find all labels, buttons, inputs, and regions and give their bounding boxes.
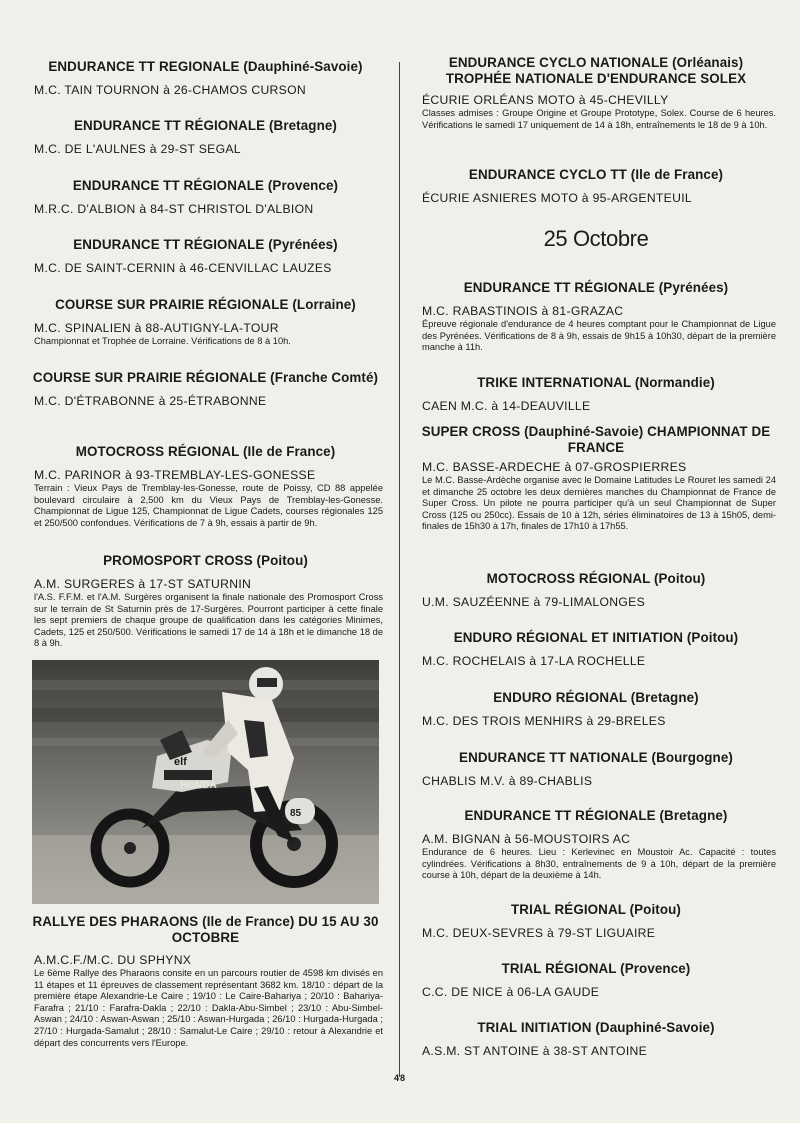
event-title: ENDURO RÉGIONAL ET INITIATION (Poitou): [453, 630, 739, 645]
bike-brand-text: HONDA: [180, 780, 217, 791]
event: [416, 280, 776, 354]
event: [28, 237, 383, 275]
event-title: ENDURANCE TT RÉGIONALE (Bretagne): [74, 118, 337, 133]
event: [416, 55, 776, 131]
event-title: COURSE SUR PRAIRIE RÉGIONALE (Lorraine): [55, 297, 356, 312]
event-title: ENDURANCE TT RÉGIONALE (Bretagne): [464, 808, 728, 823]
event-details: Le 6ème Rallye des Pharaons consite en un parcours routier de 4598 km divisés en 11 étapes et 11 épreuves de classement représentant 3682 km. 18/10 : départ de la première étape Alexandrie-Le Caire ; 19/10 : Le Caire-Bahariya ; 20/10 : Bahariya-Farafra ; 21/10 : Farafra-Dakla ; 22/10 : Dakla-Abu-Simbel ; 23/10 : Abu-Simbel-Aswan ; 24/10 : Aswan-Aswan ; 25/10 : Aswan-Hurgada ; 26/10 : Hurgada-Hurgada ; 27/10 : Hurgada-Samalut ; 28/10 : Samalut-Le Caire ; 29/10 : retour à Alexandrie et départ des concurrents vers l'Europe.: [34, 968, 383, 1048]
event-club: CAEN M.C. à 14-DEAUVILLE: [422, 399, 591, 413]
event-club: M.C. TAIN TOURNON à 26-CHAMOS CURSON: [34, 83, 306, 97]
event-club: M.C. DE SAINT-CERNIN à 46-CENVILLAC LAUZES: [34, 261, 332, 275]
event: [416, 375, 776, 413]
event: [416, 961, 776, 999]
event-title: SUPER CROSS (Dauphiné-Savoie) CHAMPIONNAT DE FRANCE: [421, 424, 771, 455]
event-title: TRIAL INITIATION (Dauphiné-Savoie): [477, 1020, 715, 1035]
event-club: M.C. BASSE-ARDECHE à 07-GROSPIERRES: [422, 460, 687, 474]
event-club: M.C. DES TROIS MENHIRS à 29-BRELES: [422, 714, 666, 728]
event-club: A.M.C.F./M.C. DU SPHYNX: [34, 953, 192, 967]
event-title: TRIKE INTERNATIONAL (Normandie): [477, 375, 715, 390]
page-number: 48: [393, 1073, 406, 1083]
event-details: Endurance de 6 heures. Lieu : Kerlevinec en Moustoir Ac. Capacité : toutes cylindrées. Vérifications à 8h30, entraînements de 9 à 10h, départ de la première course à 10h, départ de la deuxième à 14h.: [422, 847, 776, 881]
event: [416, 167, 776, 205]
event-details: Épreuve régionale d'endurance de 4 heures comptant pour le Championnat de Ligue des Pyrénées. Vérifications de 8 à 9h, essais de 9h15 à 10h30, départ de la première manche à 11h.: [422, 319, 776, 353]
event: [416, 424, 776, 533]
event-title: ENDURANCE TT RÉGIONALE (Pyrénées): [463, 280, 729, 295]
event-club: CHABLIS M.V. à 89-CHABLIS: [422, 774, 593, 788]
event-club: ÉCURIE ASNIERES MOTO à 95-ARGENTEUIL: [422, 191, 692, 205]
event: [416, 1020, 776, 1058]
event-details: Classes admises : Groupe Origine et Groupe Prototype, Solex. Course de 6 heures. Vérifications le samedi 17 uniquement de 14 à 18h, entraînements le 18 de 9 à 10h.: [422, 108, 776, 130]
event-title: ENDURANCE TT REGIONALE (Dauphiné-Savoie): [48, 59, 363, 74]
event: [416, 571, 776, 609]
event-title: PROMOSPORT CROSS (Poitou): [103, 553, 308, 568]
event: [28, 370, 383, 408]
event-club: M.C. D'ÉTRABONNE à 25-ÉTRABONNE: [34, 394, 267, 408]
event-title: ENDURANCE TT RÉGIONALE (Pyrénées): [73, 237, 338, 252]
event: [416, 630, 776, 668]
event-title: ENDURO RÉGIONAL (Bretagne): [493, 690, 699, 705]
event-title: TRIAL RÉGIONAL (Provence): [501, 961, 691, 976]
event-club: ÉCURIE ORLÉANS MOTO à 45-CHEVILLY: [422, 93, 669, 107]
event-club: A.M. BIGNAN à 56-MOUSTOIRS AC: [422, 832, 631, 846]
sponsor-logo-text: elf: [174, 756, 187, 768]
event: [416, 750, 776, 788]
event-details: Championnat et Trophée de Lorraine. Vérifications de 8 à 10h.: [34, 336, 291, 346]
event: [416, 808, 776, 882]
event-club: A.M. SURGERES à 17-ST SATURNIN: [34, 577, 252, 591]
event-title: MOTOCROSS RÉGIONAL (Poitou): [486, 571, 706, 586]
event-title: COURSE SUR PRAIRIE RÉGIONALE (Franche Comté): [32, 370, 379, 385]
event: [28, 914, 383, 1049]
event-club: M.C. SPINALIEN à 88-AUTIGNY-LA-TOUR: [34, 321, 279, 335]
date-heading: 25 Octobre: [543, 226, 649, 251]
event-title: TRIAL RÉGIONAL (Poitou): [511, 902, 681, 917]
event-club: M.R.C. D'ALBION à 84-ST CHRISTOL D'ALBION: [34, 202, 314, 216]
event-details: Le M.C. Basse-Ardèche organise avec le Domaine Latitudes Le Rouret les samedi 24 et dimanche 25 octobre les deux dernières manches du Championnat de France de Super Cross. Un pilote ne pourra participer qu'à un seul Championnat de Super Cross (125 ou 250cc). Essais de 10 à 12h, séries éliminatoires de 13 à 15h05, demi-finales de 15h30 à 17h, finales de 17h10 à 17h55.: [422, 475, 776, 532]
event-club: M.C. DE L'AULNES à 29-ST SEGAL: [34, 142, 241, 156]
event-club: M.C. PARINOR à 93-TREMBLAY-LES-GONESSE: [34, 468, 316, 482]
event-title: ENDURANCE TT NATIONALE (Bourgogne): [459, 750, 733, 765]
event-club: M.C. ROCHELAIS à 17-LA ROCHELLE: [422, 654, 646, 668]
event-details: l'A.S. F.F.M. et l'A.M. Surgères organisent la finale nationale des Promosport Cross sur le terrain de St Saturnin près de 17-Surgères. Pourront participer à cette finale les sept premiers de chaque groupe de qualification dans les catégories Minimes, Cadets, 125 et 250/500. Vérifications le samedi 17 de 14 à 18h et le dimanche 18 de 8 à 9h.: [34, 592, 383, 649]
event-club: U.M. SAUZÉENNE à 79-LIMALONGES: [422, 595, 646, 609]
event: [416, 690, 776, 728]
event: [416, 902, 776, 940]
event: [28, 118, 383, 156]
rally-motorcycle-photo: [32, 660, 379, 904]
event: [28, 444, 383, 529]
event-club: M.C. DEUX-SEVRES à 79-ST LIGUAIRE: [422, 926, 656, 940]
column-divider: [399, 62, 400, 1077]
event-club: C.C. DE NICE à 06-LA GAUDE: [422, 985, 600, 999]
event: [28, 178, 383, 216]
event-club: M.C. RABASTINOIS à 81-GRAZAC: [422, 304, 624, 318]
event-title: ENDURANCE CYCLO TT (Ile de France): [468, 167, 724, 182]
event: [28, 297, 383, 348]
event-title: ENDURANCE CYCLO NATIONALE (Orléanais) TROPHÉE NATIONALE D'ENDURANCE SOLEX: [445, 55, 747, 86]
event: [28, 59, 383, 97]
event-title: RALLYE DES PHARAONS (Ile de France) DU 15 AU 30 OCTOBRE: [32, 914, 379, 945]
event: [28, 553, 383, 650]
event-details: Terrain : Vieux Pays de Tremblay-les-Gonesse, route de Poissy, CD 88 appelée boulevard circulaire à 2,500 km du Vieux Pays de Tremblay-les-Gonesse. Championnat de Ligue 125, Championnat de Ligue Cadets, courses régionales 125 et 250/500 confondues. Vérifications de 7 à 9h, essais à partir de 9h.: [34, 483, 383, 528]
race-number-text: 85: [290, 808, 302, 819]
event-club: A.S.M. ST ANTOINE à 38-ST ANTOINE: [422, 1044, 648, 1058]
motorcycle-rider-image: [32, 660, 379, 904]
event-title: MOTOCROSS RÉGIONAL (Ile de France): [75, 444, 336, 459]
event-title: ENDURANCE TT RÉGIONALE (Provence): [72, 178, 339, 193]
